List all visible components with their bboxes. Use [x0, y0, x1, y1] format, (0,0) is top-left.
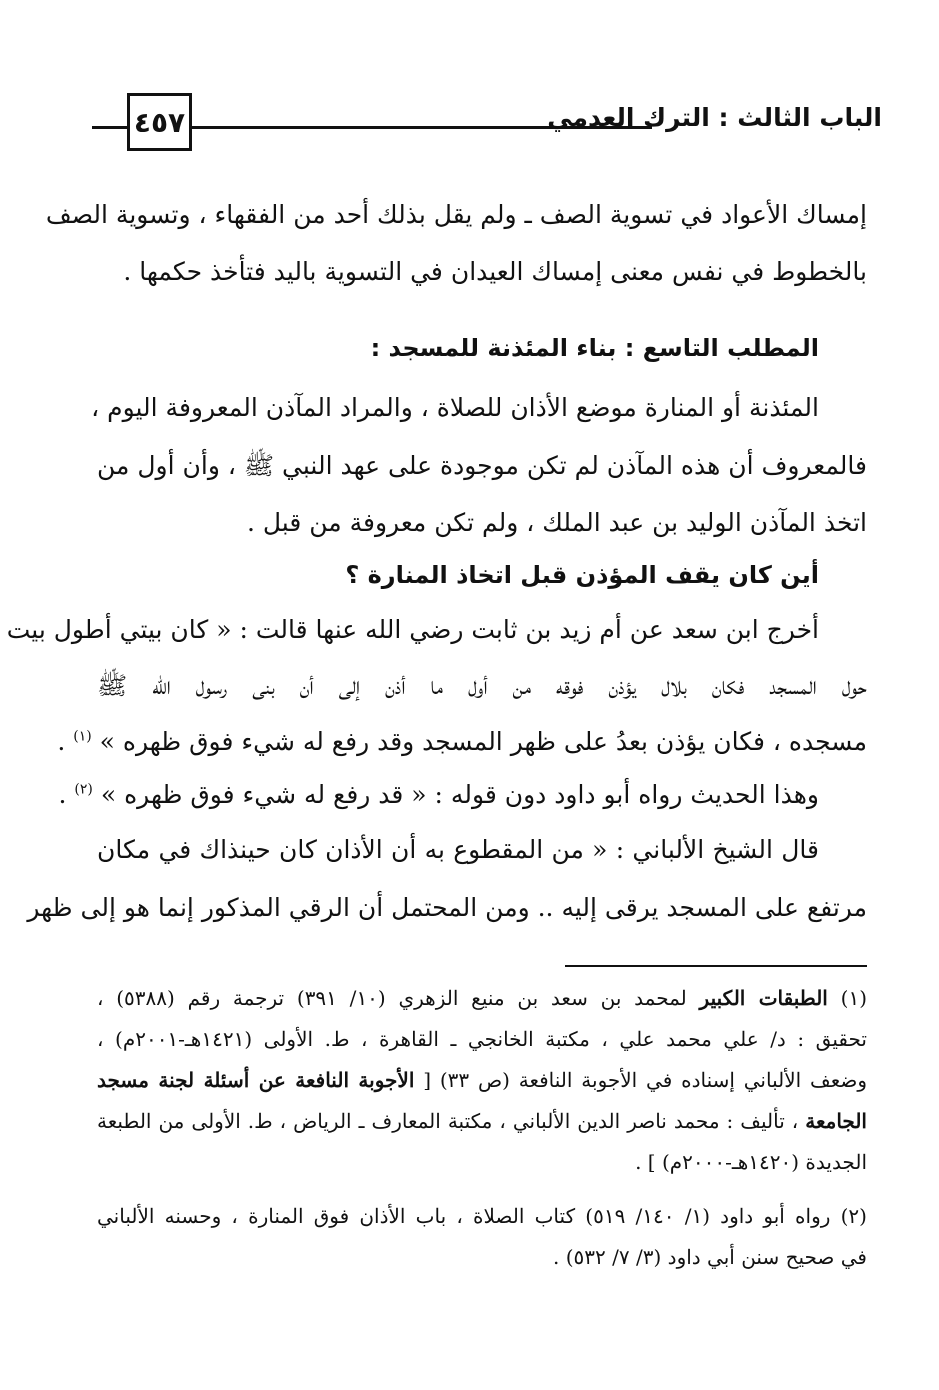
page-header — [92, 93, 882, 163]
footnote-separator — [565, 965, 867, 967]
footnote-1-l4-text: ، تأليف : محمد ناصر الدين الألباني ، مكتبة المعارف ـ الرياض ، ط. الأولى من الطبعة — [97, 1109, 799, 1133]
body-line-6: أخرج ابن سعد عن أم زيد بن ثابت رضي الله عنها قالت : « كان بيتي أطول بيت — [6, 615, 819, 644]
footnote-1-line-3 — [97, 1064, 867, 1096]
body-line-7: حول المسجد فكان بلال يؤذن فوقه من أول ما أذن إلى أن بنى رسول الله ﷺ — [97, 671, 867, 700]
footnote-1-book-title: الطبقات الكبير — [699, 986, 828, 1010]
footnote-1-line-1 — [97, 982, 867, 1014]
footnote-ref-2: (٢) — [74, 781, 93, 798]
chapter-title: الباب الثالث : الترك العدمي — [547, 103, 882, 132]
footnote-1-l3-bold: الأجوبة النافعة عن أسئلة لجنة مسجد — [97, 1068, 415, 1092]
footnote-1-line-5: الجديدة (١٤٢٠هـ-٢٠٠٠م) ] . — [635, 1150, 867, 1174]
footnote-1-line-4 — [97, 1105, 867, 1137]
body-line-3: المئذنة أو المنارة موضع الأذان للصلاة ، والمراد المآذن المعروفة اليوم ، — [91, 393, 819, 422]
footnote-1-number: (١) — [840, 986, 867, 1010]
body-line-2: بالخطوط في نفس معنى إمساك العيدان في التسوية باليد فتأخذ حكمها . — [123, 257, 867, 286]
footnote-1-citation: لمحمد بن سعد بن منيع الزهري (١٠/ ٣٩١) ترجمة رقم (٥٣٨٨) ، — [97, 986, 687, 1010]
footnote-1-l3-text: وضعف الألباني إسناده في الأجوبة النافعة (ص ٣٣) [ — [423, 1068, 867, 1092]
footnote-1-line-2: تحقيق : د/ علي محمد علي ، مكتبة الخانجي ـ القاهرة ، ط. الأولى (١٤٢١هـ-٢٠٠١م) ، — [97, 1027, 867, 1051]
body-line-4: فالمعروف أن هذه المآذن لم تكن موجودة على عهد النبي ﷺ ، وأن أول من — [97, 451, 867, 480]
body-line-1: إمساك الأعواد في تسوية الصف ـ ولم يقل بذلك أحد من الفقهاء ، وتسوية الصف — [45, 200, 867, 229]
page-number: ٤٥٧ — [127, 93, 192, 151]
body-line-10: قال الشيخ الألباني : « من المقطوع به أن الأذان كان حينذاك في مكان — [97, 835, 819, 864]
section-heading: المطلب التاسع : بناء المئذنة للمسجد : — [370, 334, 819, 362]
body-line-8: مسجده ، فكان يؤذن بعدُ على ظهر المسجد وقد رفع له شيء فوق ظهره » $^{(١)}$ . — [57, 727, 867, 756]
body-line-11: مرتفع على المسجد يرقى إليه .. ومن المحتمل أن الرقي المذكور إنما هو إلى ظهر — [27, 893, 867, 922]
body-line-9: وهذا الحديث رواه أبو داود دون قوله : « قد رفع له شيء فوق ظهره » $^{(٢)}$ . — [58, 780, 819, 809]
body-line-5: اتخذ المآذن الوليد بن عبد الملك ، ولم تكن معروفة من قبل . — [246, 508, 867, 537]
footnote-ref-1: (١) — [73, 728, 92, 745]
footnote-2-line-2: في صحيح سنن أبي داود (٣/ ٧/ ٥٣٢) . — [553, 1245, 867, 1269]
header-rule-left — [92, 126, 128, 129]
footnote-1-l4-bold: الجامعة — [805, 1109, 867, 1133]
body-line-8-text: مسجده ، فكان يؤذن بعدُ على ظهر المسجد وقد رفع له شيء فوق ظهره » — [99, 727, 867, 756]
footnote-2-line-1: (٢) رواه أبو داود (١/ ١٤٠/ ٥١٩) كتاب الصلاة ، باب الأذان فوق المنارة ، وحسنه الألباني — [97, 1204, 867, 1228]
body-line-9-text: وهذا الحديث رواه أبو داود دون قوله : « قد رفع له شيء فوق ظهره » — [100, 780, 819, 809]
question-heading: أين كان يقف المؤذن قبل اتخاذ المنارة ؟ — [345, 561, 819, 589]
